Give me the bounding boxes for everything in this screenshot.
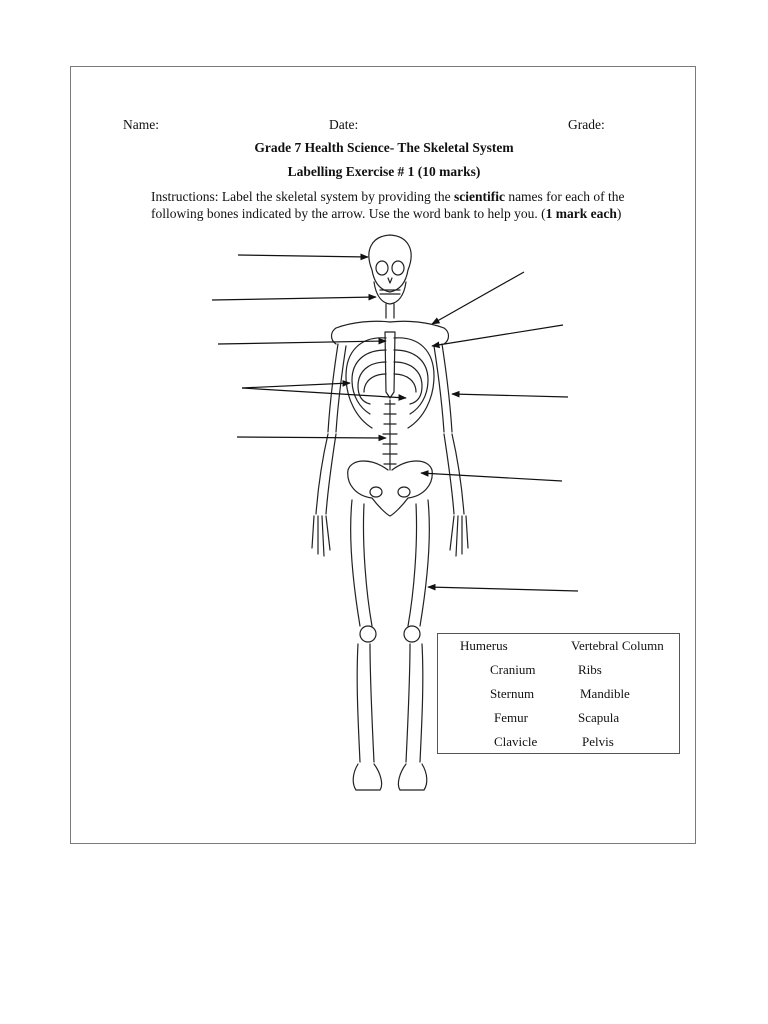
- word-bank-left-2: Cranium: [490, 662, 536, 677]
- arrow-vertebral-column: [237, 437, 386, 438]
- arrow-ribs-a: [242, 383, 350, 388]
- name-label: Name:: [123, 117, 159, 132]
- word-bank-left-4: Femur: [494, 710, 528, 725]
- word-bank-left-3: Sternum: [490, 686, 535, 701]
- arrow-cranium: [238, 255, 368, 257]
- word-bank-right-1: Vertebral Column: [571, 638, 664, 653]
- arrow-scapula: [432, 272, 524, 324]
- arrow-femur: [428, 587, 578, 591]
- worksheet-subtitle: Labelling Exercise # 1 (10 marks): [287, 164, 481, 179]
- worksheet-title: Grade 7 Health Science- The Skeletal System: [254, 140, 514, 155]
- arrow-pelvis: [421, 473, 562, 481]
- arrow-mandible: [212, 297, 376, 300]
- right-humerus: [434, 344, 452, 432]
- left-humerus: [328, 344, 346, 432]
- arrow-humerus: [452, 394, 568, 397]
- word-bank-left-5: Clavicle: [494, 734, 538, 749]
- label-arrows: [212, 255, 578, 591]
- arrow-ribs-b: [242, 388, 406, 398]
- instructions-text-1: Instructions: Label the skeletal system by providing the: [151, 189, 454, 204]
- date-label: Date:: [329, 117, 359, 132]
- word-bank-right-4: Scapula: [578, 710, 620, 725]
- instructions-text-3: ): [616, 206, 622, 221]
- grade-label: Grade:: [568, 117, 605, 132]
- word-bank-right-5: Pelvis: [582, 734, 614, 749]
- instructions-emphasis-marks: 1 mark each: [545, 206, 617, 221]
- word-bank-right-2: Ribs: [578, 662, 602, 677]
- sternum-shape: [385, 332, 395, 398]
- right-femur: [408, 500, 429, 626]
- word-bank-right-3: Mandible: [580, 686, 630, 701]
- instructions-text-2: names for each of the following bones indicated by the arrow. Use the word bank to help you. (: [151, 189, 625, 221]
- instructions-emphasis-scientific: scientific: [453, 189, 505, 204]
- left-femur: [351, 500, 372, 626]
- word-bank-left-1: Humerus: [460, 638, 508, 653]
- arrow-ribs-right: [432, 325, 563, 346]
